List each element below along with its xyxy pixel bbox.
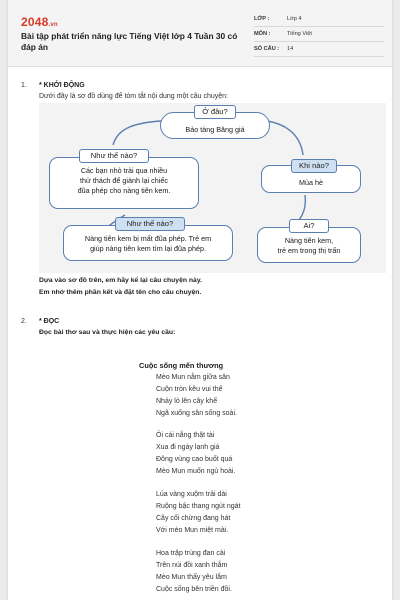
worksheet-page (8, 0, 392, 600)
answer-who: Nàng tiên kem, trẻ em trong thị trấn (277, 236, 341, 255)
poem-line: Ngã xuống sân sống soài. (156, 410, 237, 417)
answer-how-1: Các bạn nhỏ trải qua nhiều thử thách để giành lại chiếc đũa phép cho nàng tiên kem. (77, 166, 171, 195)
poem-line: Mèo Mun muốn ngủ hoài. (156, 468, 236, 475)
poem-line: Cây cối chừng đang hát (156, 515, 231, 522)
section-1-number: 1. (21, 82, 27, 89)
document-title: Bài tập phát triển năng lực Tiếng Việt lớp 4 Tuần 30 có đáp án (21, 31, 238, 52)
poem-line: Đông vùng cao buốt quá (156, 456, 233, 463)
section-1-task-2: Em nhớ thêm phần kết và đặt tên cho câu chuyện. (39, 289, 202, 296)
section-2-title: * ĐỌC (39, 318, 60, 325)
poem-line: Ruộng bậc thang ngút ngát (156, 503, 241, 510)
label-where: Ở đâu? (194, 105, 236, 119)
meta-grade: LỚP : Lớp 4 (254, 13, 384, 27)
worksheet-header (8, 0, 392, 67)
poem-line: Nhảy lò lên cây khế (156, 398, 218, 405)
poem-line: Xua đi ngày lạnh giá (156, 444, 220, 451)
answer-how-2: Nàng tiên kem bị mất đũa phép. Trẻ em giúp nàng tiên kem tìm lại đũa phép. (84, 234, 212, 253)
label-who: Ai? (289, 219, 329, 233)
label-how-2: Như thế nào? (115, 217, 185, 231)
section-1-task-1: Dựa vào sơ đồ trên, em hãy kể lại câu chuyện này. (39, 277, 202, 284)
story-summary-diagram (39, 103, 386, 273)
section-2-instruction: Đọc bài thơ sau và thực hiện các yêu cầu: (39, 329, 176, 336)
site-logo[interactable]: 2048.vn (21, 15, 58, 29)
meta-question-count: SỐ CÂU : 14 (254, 43, 384, 57)
section-1-title: * KHỞI ĐỘNG (39, 82, 85, 89)
meta-subject: MÔN : Tiếng Việt (254, 28, 384, 42)
section-1-intro: Dưới đây là sơ đồ dùng để tóm tắt nội dung một câu chuyện: (39, 93, 228, 100)
poem-title: Cuộc sống mến thương (139, 361, 224, 370)
poem-line: Hoa trập trùng đan cài (156, 550, 226, 557)
answer-where: Bảo tàng Băng giá (185, 125, 245, 134)
label-when: Khi nào? (291, 159, 337, 173)
poem-line: Mèo Mun thấy yêu lắm (156, 574, 227, 581)
poem-line: Ôi cái nắng thật tài (156, 432, 215, 439)
poem-line: Lúa vàng xuộm trải dài (156, 491, 227, 498)
label-how-1: Như thế nào? (79, 149, 149, 163)
poem-line: Mèo Mun nằm giữa sân (156, 374, 230, 381)
poem-line: Cuộc sống bên triền đồi. (156, 586, 232, 593)
section-2-number: 2. (21, 318, 27, 325)
poem-line: Với mèo Mun miệt mài. (156, 527, 229, 534)
poem-line: Cuộn tròn kêu vui thế (156, 386, 223, 393)
answer-when: Mùa hè (299, 178, 323, 187)
poem-line: Trên núi đồi xanh thắm (156, 562, 228, 569)
